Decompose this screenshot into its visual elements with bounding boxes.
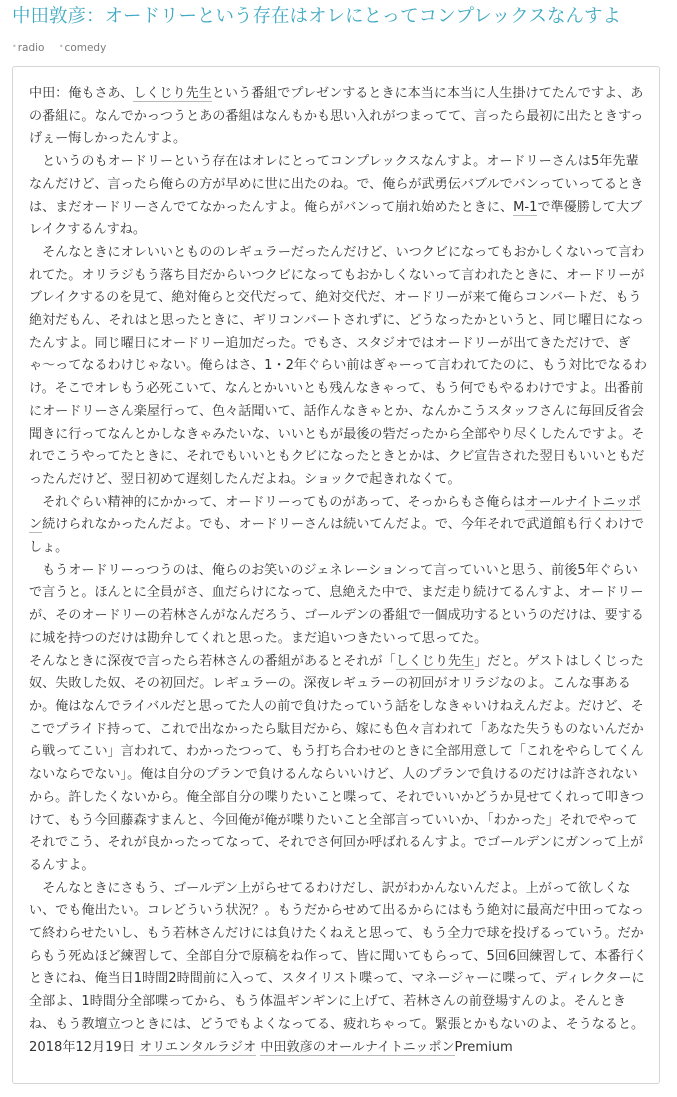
paragraph: そんなときにオレいいともののレギュラーだったんだけど、いつクビになってもおかしくないって言われてた。オリラジもう落ち目だからいつクビになってもおかしくないって言われたときに、オードリーがブレイクするのを見て、絶対俺らと交代だって、絶対交代だ、オードリーが来て俺らコンバートだ、もう絶対だもん、それはと思ったときに、ギリコンバートされずに、どうなったかというと、同じ曜日になったんすよ。同じ曜日にオードリー追加だった。でもさ、スタジオではオードリーが出てきただけで、ぎゃ〜ってなるわけじゃない。俺らはさ、1・2年ぐらい前はぎゃーって言われてたのに、もう対比でなるわけ。そこでオレもう必死こいて、なんとかいいとも残んなきゃって、もう何でもやるわけですよ。出番前にオードリーさん楽屋行って、色々話聞いて、話作んなきゃとか、なんかこうスタッフさんに毎回反省会聞きに行ってなんとかしなきゃみたいな、いいともが最後の砦だったから全部やり尽くしたんですよ。それでこうやってたときに、それでもいいともクビになったときとかは、クビ宣告された翌日もいいともだったんだけど、翌日初めて遅刻したんだよね。ショックで起きれなくて。 — [29, 244, 647, 487]
tag-bullet-icon: • — [12, 42, 17, 51]
source-suffix: Premium — [454, 1039, 513, 1055]
text-run: そんなときに深夜で言ったら若林さんの番組があるとそれが「 — [29, 653, 396, 669]
post-title[interactable]: 中田敦彦：オードリーという存在はオレにとってコンプレックスなんすよ — [12, 6, 622, 27]
text-run: で準優勝して大ブレイクするんすね。 — [29, 199, 643, 238]
text-run: 中田：俺もさあ、 — [29, 86, 134, 101]
link-show[interactable]: 中田敦彦のオールナイトニッポン — [260, 1039, 455, 1055]
paragraph: もうオードリーっつうのは、俺らのお笑いのジェネレーションって言っていいと思う、前後5年ぐらいで言うと。ほんとに全員がさ、血だらけになって、息絶えた中で、まだ走り続けてるんすよ、オードリーが、そのオードリーの若林さんがなんだろう、ゴールデンの番組で一個成功するというのだけは、要するに城を持つのだけは勘弁してくれと思った。まだ追いつきたいって思ってた。 — [29, 562, 644, 646]
text-run: というのもオードリーという存在はオレにとってコンプレックスなんすよ。オードリーさんは5年先輩なんだけど、言ったら俺らの方が早めに世に出たのね。で、俺らが武勇伝バブルでバンっていってるときは、まだオードリーさんでてなかったんすよ。俺らがバンって崩れ始めたときに、 — [29, 154, 644, 215]
paragraph — [29, 492, 649, 560]
link-all-night-nippon[interactable]: オールナイトニッポン — [29, 494, 642, 533]
paragraph — [29, 651, 649, 878]
post-body — [13, 67, 659, 1059]
paragraph — [29, 151, 649, 242]
source-date: 2018年12月19日 — [29, 1039, 135, 1055]
tag-label: comedy — [64, 42, 107, 54]
text-run: 」だと。ゲストはしくじった奴、失敗した奴、その初回だ。レギュラーの。深夜レギュラーの初回がオリラジなのよ。こんな事あるか。俺はなんでライバルだと思ってた人の前で負けたっていう話をしなきゃいけねえんだよ。だけど、そこでプライド持って、これで出なかったら駄目だから、嫁にも色々言われて「あなた失うものないんだから戦ってこい」言われて、わかったつって、もう打ち合わせのときに全部用意して「これをやらしてくんないならでない」。俺は自分のプランで負けるんならいいけど、人のプランで負けるのだけは許されないから。許したくないから。俺全部自分の喋りたいこと喋って、それでいいかどうか見せてくれって叩きつけて、もう今回藤森すまんと、今回俺が俺が喋りたいこと全部言っていいか、「わかった」それでやってそれでこう、それが良かったってなって、それでさ何回か呼ばれるんすよ。でゴールデンにガンって上がるんすよ。 — [29, 653, 645, 873]
paragraph: そんなときにさもう、ゴールデン上がらせてるわけだし、訳がわかんないんだよ。上がって欲しくない、でも俺出たい。コレどういう状況？。もうだからせめて出るからにはもう絶対に最高だ中田ってなって終わらせたいし、もう若林さんだけには負けたくねえと思って、もう全力で球を投げるっていう。だからもう死ぬほど練習して、全部自分で原稿をね作って、皆に聞いてもらって、5回6回練習して、本番行くときにね、俺当日1時間2時間前に入って、スタイリスト喋って、マネージャーに喋って、ディレクターに全部よ、1時間分全部喋ってから、もう体温ギンギンに上げて、若林さんの前登場すんのよ。そんときね、もう教壇立つときには、どうでもよくなってる、疲れちゃって。緊張とかもないのよ、そうなると。 — [29, 880, 647, 1032]
tag-comedy[interactable] — [59, 42, 106, 54]
link-shikujiri-sensei[interactable]: しくじり先生 — [133, 86, 212, 101]
link-m1[interactable]: M-1 — [513, 199, 538, 215]
text-run: という番組でプレゼンするときに本当に本当に人生掛けてたんですよ、あの番組に。なんでかっつうとあの番組はなんもかも思い入れがつまってて、言ったら最初に出たときすっげぇー悔しかったんすよ。 — [29, 86, 644, 147]
paragraph — [29, 83, 649, 151]
tag-radio[interactable] — [12, 42, 44, 54]
source-line — [29, 1037, 649, 1060]
link-oriental-radio[interactable]: オリエンタルラジオ — [139, 1039, 257, 1055]
tag-list — [0, 28, 677, 55]
link-shikujiri-sensei[interactable]: しくじり先生 — [395, 653, 475, 669]
post-card — [12, 66, 660, 1084]
text-run: 続けられなかったんだよ。でも、オードリーさんは続いてんだよ。で、今年それで武道館も行くわけでしょ。 — [29, 517, 645, 556]
tag-bullet-icon: • — [58, 42, 64, 51]
text-run: それぐらい精神的にかかって、オードリーってものがあって、そっからもさ俺らは — [29, 494, 526, 510]
tag-label: radio — [17, 42, 45, 54]
